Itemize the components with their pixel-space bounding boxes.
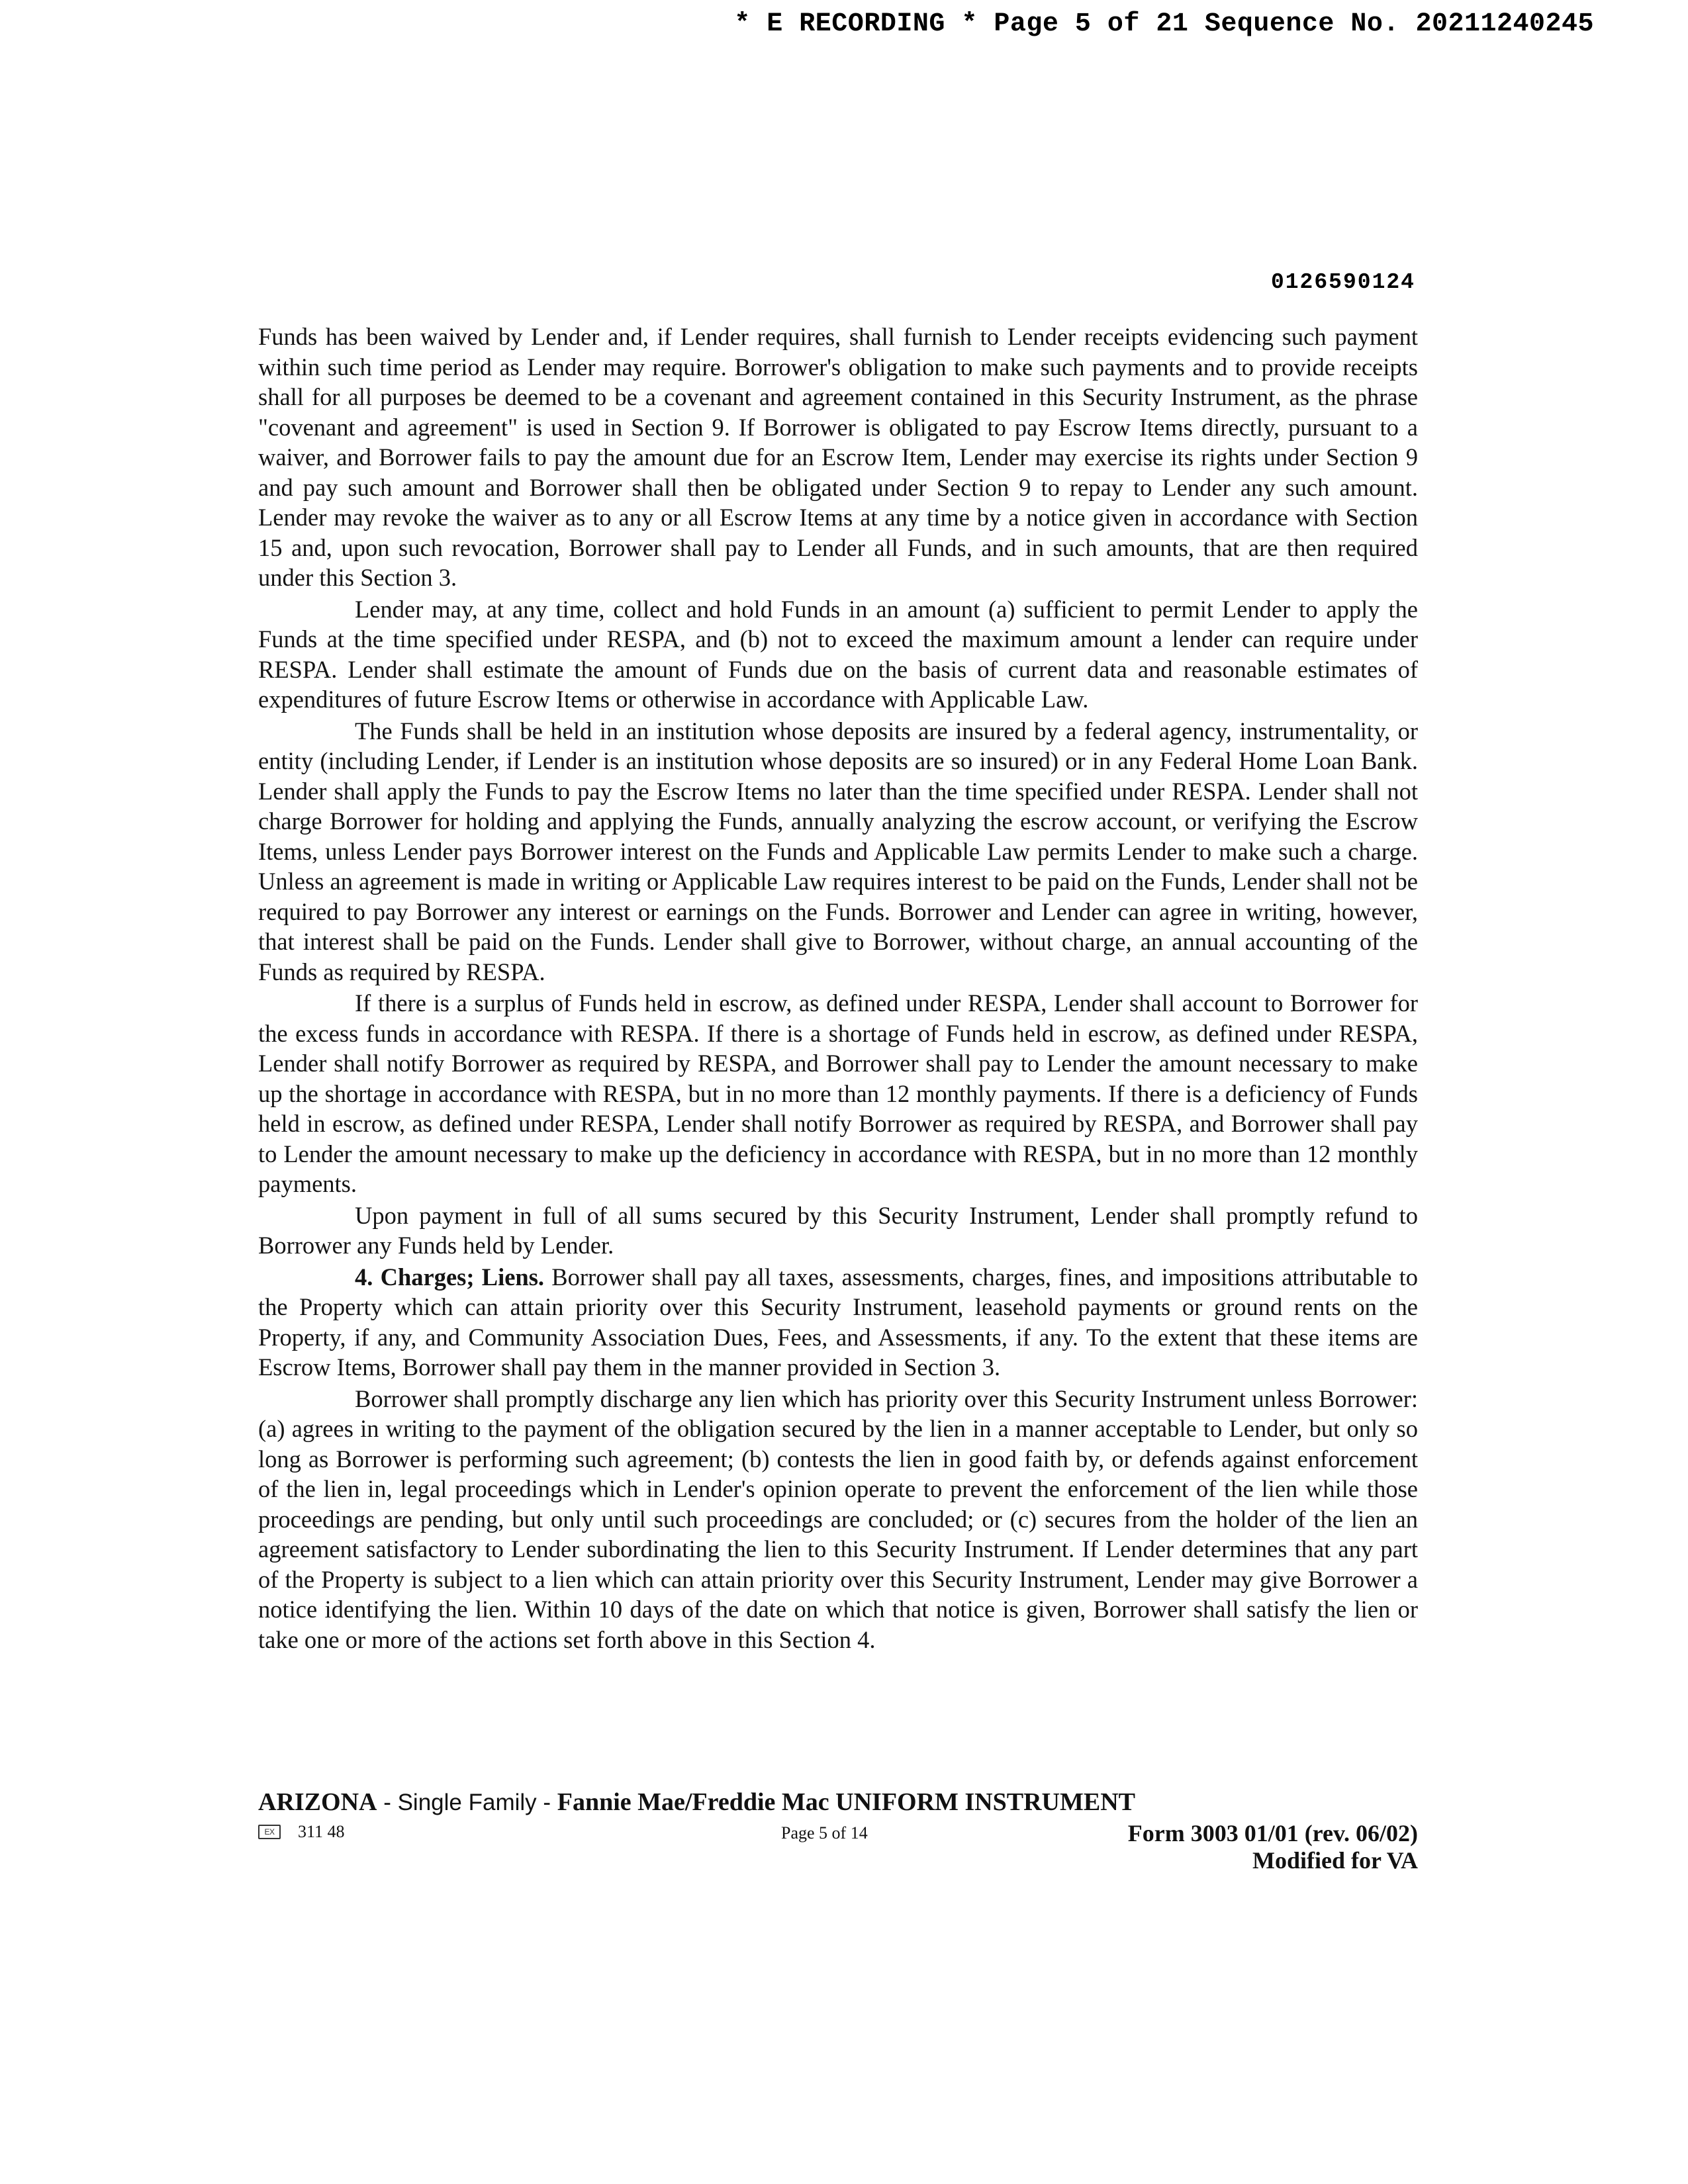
footer-state: ARIZONA xyxy=(258,1788,377,1816)
document-body xyxy=(258,322,1418,1655)
document-footer xyxy=(258,1787,1418,1875)
paragraph-escrow-waiver: Funds has been waived by Lender and, if Lender requires, shall furnish to Lender receipts evidencing such payment within such time period as Lender may require. Borrower's obligation to make such payments and to provide receipts shall for all purposes be deemed to be a covenant and agreement contained in this Security Instrument, as the phrase "covenant and agreement" is used in Section 9. If Borrower is obligated to pay Escrow Items directly, pursuant to a waiver, and Borrower fails to pay the amount due for an Escrow Item, Lender may exercise its rights under Section 9 and pay such amount and Borrower shall then be obligated under Section 9 to repay to Lender any such amount. Lender may revoke the waiver as to any or all Escrow Items at any time by a notice given in accordance with Section 15 and, upon such revocation, Borrower shall pay to Lender all Funds, and in such amounts, that are then required under this Section 3. xyxy=(258,323,1418,591)
page-indicator: Page 5 of 14 xyxy=(781,1823,868,1843)
footer-family-type: Single Family xyxy=(397,1790,537,1815)
instrument-title xyxy=(258,1787,1418,1818)
recording-header: * E RECORDING * Page 5 of 21 Sequence No. 20211240245 xyxy=(734,9,1594,39)
paragraph-funds-held: The Funds shall be held in an institution whose deposits are insured by a federal agency, instrumentality, or entity (including Lender, if Lender is an institution whose deposits are so insured) or in any Federal Home Loan Bank. Lender shall apply the Funds to pay the Escrow Items no later than the time specified under RESPA. Lender shall not charge Borrower for holding and applying the Funds, annually analyzing the escrow account, or verifying the Escrow Items, unless Lender pays Borrower interest on the Funds and Applicable Law permits Lender to make such a charge. Unless an agreement is made in writing or Applicable Law requires interest to be paid on the Funds, Lender shall not be required to pay Borrower any interest or earnings on the Funds. Borrower and Lender can agree in writing, however, that interest shall be paid on the Funds. Lender shall give to Borrower, without charge, an annual accounting of the Funds as required by RESPA. xyxy=(258,717,1418,985)
footer-separator: - xyxy=(536,1790,557,1815)
form-id: Form 3003 01/01 (rev. 06/02) xyxy=(1127,1820,1418,1846)
paragraph-surplus-shortage: If there is a surplus of Funds held in escrow, as defined under RESPA, Lender shall account to Borrower for the excess funds in accordance with RESPA. If there is a shortage of Funds held in escrow, as defined under RESPA, Lender shall notify Borrower as required by RESPA, and Borrower shall pay to Lender the amount necessary to make up the shortage in accordance with RESPA, but in no more than 12 monthly payments. If there is a deficiency of Funds held in escrow, as defined under RESPA, Lender shall notify Borrower as required by RESPA, and Borrower shall pay to Lender the amount necessary to make up the deficiency in accordance with RESPA, but in no more than 12 monthly payments. xyxy=(258,989,1418,1197)
modified-note: Modified for VA xyxy=(1252,1847,1418,1874)
footer-form-row xyxy=(258,1819,1418,1846)
section-text: Borrower shall pay all taxes, assessments, charges, fines, and impositions attributable to the Property which can attain priority over this Security Instrument, leasehold payments or ground rents on the Property, if any, and Community Association Dues, Fees, and Assessments, if any. To the extent that these items are Escrow Items, Borrower shall pay them in the manner provided in Section 3. xyxy=(258,1263,1419,1381)
paragraph-refund: Upon payment in full of all sums secured by this Security Instrument, Lender shall promptly refund to Borrower any Funds held by Lender. xyxy=(258,1201,1418,1259)
paragraph-discharge-lien: Borrower shall promptly discharge any lien which has priority over this Security Instrument unless Borrower: (a) agrees in writing to the payment of the obligation secured by the lien in a manner acceptable to Lender, but only so long as Borrower is performing such agreement; (b) contests the lien in good faith by, or defends against enforcement of the lien in, legal proceedings which in Lender's opinion operate to prevent the enforcement of the lien while those proceedings are pending, but only until such proceedings are concluded; or (c) secures from the holder of the lien an agreement satisfactory to Lender subordinating the lien to this Security Instrument. If Lender determines that any part of the Property is subject to a lien which can attain priority over this Security Instrument, Lender may give Borrower a notice identifying the lien. Within 10 days of the date on which that notice is given, Borrower shall satisfy the lien or take one or more of the actions set forth above in this Section 4. xyxy=(258,1385,1418,1653)
paragraph-collect-funds: Lender may, at any time, collect and hold Funds in an amount (a) sufficient to permit Lender to apply the Funds at the time specified under RESPA, and (b) not to exceed the maximum amount a lender can require under RESPA. Lender shall estimate the amount of Funds due on the basis of current data and reasonable estimates of expenditures of future Escrow Items or otherwise in accordance with Applicable Law. xyxy=(258,595,1418,713)
form-code: 311 48 xyxy=(298,1822,345,1841)
section-heading: 4. Charges; Liens. xyxy=(355,1263,545,1291)
form-code-group xyxy=(258,1822,345,1842)
paragraph-charges-liens xyxy=(258,1262,1418,1383)
footer-instrument: Fannie Mae/Freddie Mac UNIFORM INSTRUMENT xyxy=(557,1788,1135,1816)
loan-number: 0126590124 xyxy=(1270,270,1415,295)
form-logo-icon: EX xyxy=(258,1825,281,1839)
footer-separator: - xyxy=(377,1790,398,1815)
